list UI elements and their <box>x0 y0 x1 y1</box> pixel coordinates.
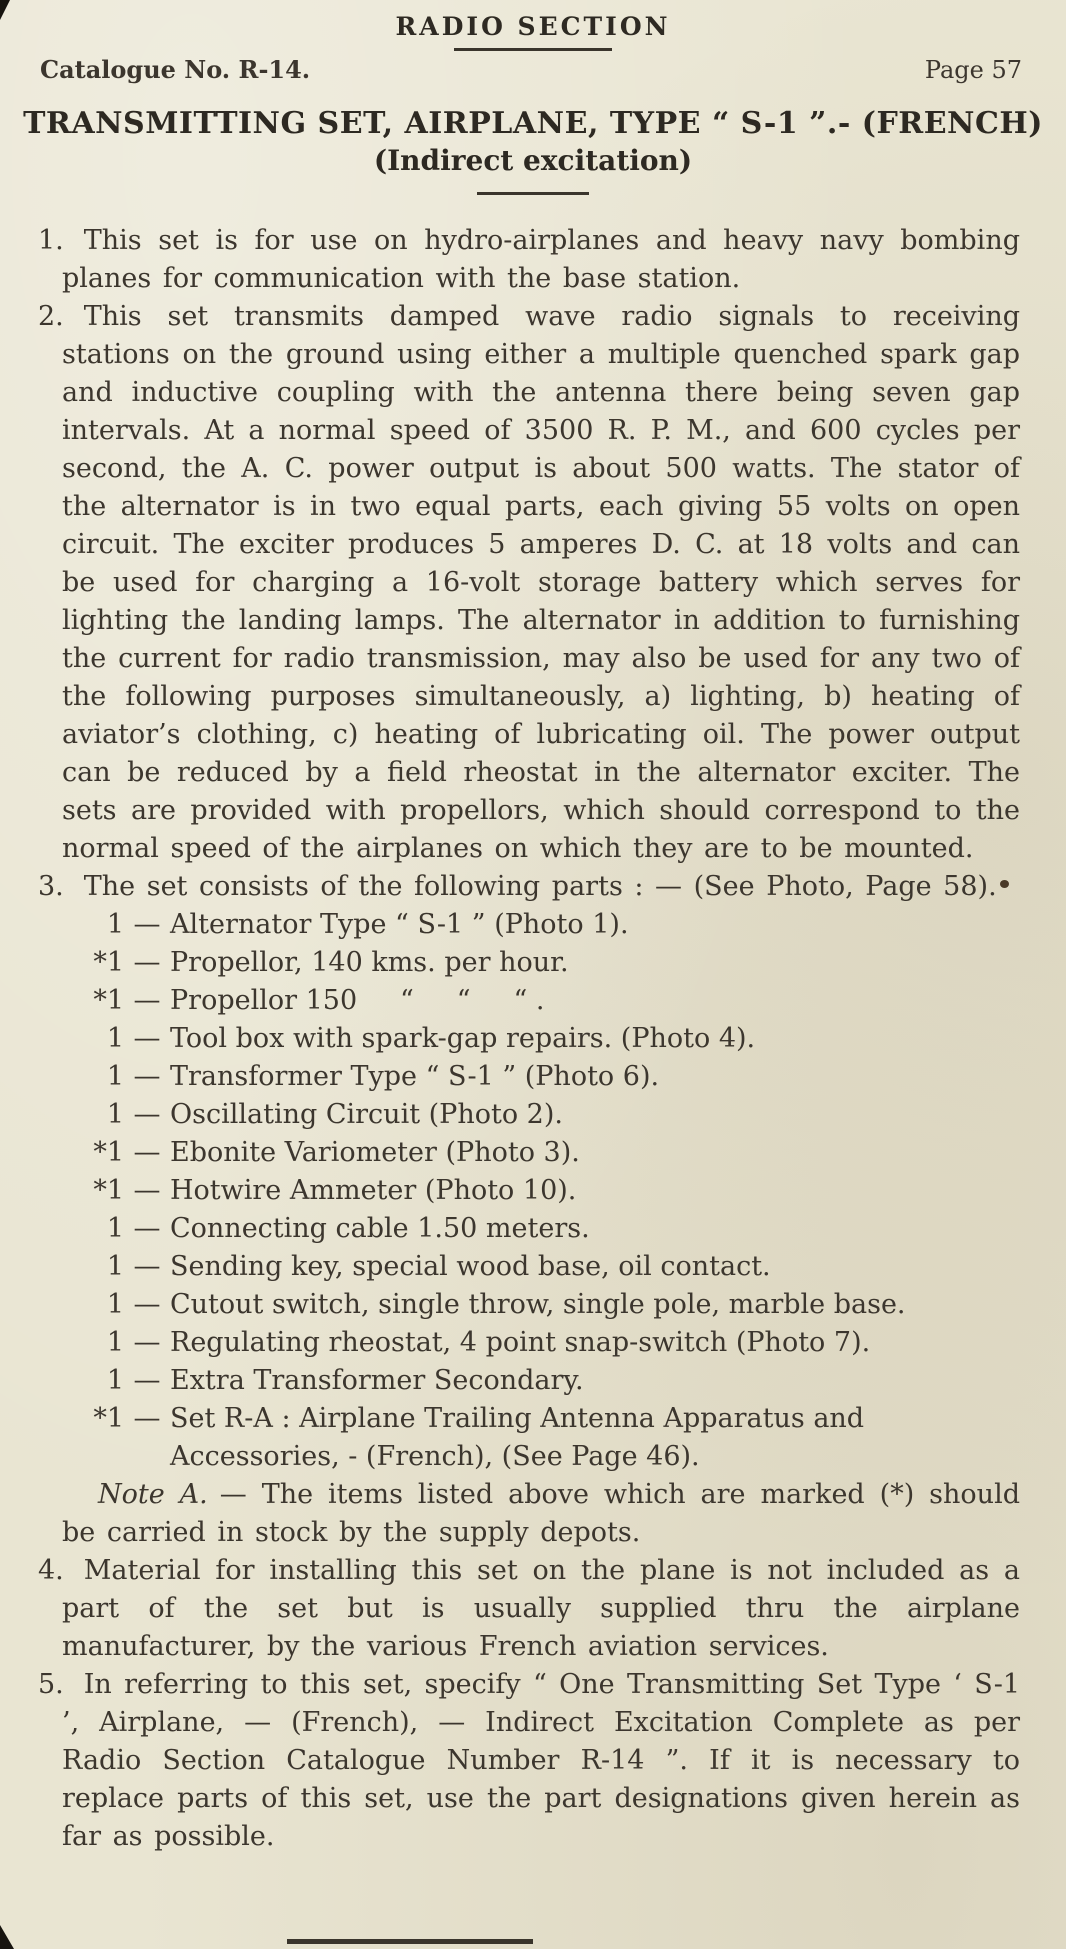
page-header <box>0 0 1066 84</box>
dash-separator: — <box>133 985 161 1016</box>
part-quantity: *1 <box>93 1137 124 1168</box>
dash-separator: — <box>133 1251 161 1282</box>
dash-separator: — <box>133 1289 161 1320</box>
part-description: Tool box with spark-gap repairs. (Photo 4). <box>170 1023 756 1054</box>
paragraph-text: This set is for use on hydro-airplanes and heavy navy bombing planes for communication with the base station. <box>62 225 1020 294</box>
part-quantity: *1 <box>93 947 124 978</box>
part-quantity: 1 <box>106 1327 124 1358</box>
dash-separator: — <box>133 1327 161 1358</box>
part-description: Transformer Type “ S-1 ” (Photo 6). <box>170 1061 660 1092</box>
parts-list-item <box>72 982 1020 1020</box>
part-quantity: 1 <box>106 909 124 940</box>
ink-speck <box>1000 880 1009 888</box>
part-description: Ebonite Variometer (Photo 3). <box>170 1137 580 1168</box>
paragraph-number: 1. <box>38 225 64 256</box>
catalogue-number: Catalogue No. R-14. <box>40 55 311 84</box>
parts-list-item <box>72 1134 1020 1172</box>
parts-list-item <box>72 1362 1020 1400</box>
parts-list-item <box>72 944 1020 982</box>
parts-list-item <box>72 1210 1020 1248</box>
parts-list-item <box>72 1400 1020 1476</box>
document-title-block <box>0 106 1066 195</box>
paragraph-text: In referring to this set, specify “ One Transmitting Set Type ‘ S-1 ’, Airplane, — (French), — Indirect Excitation Complete as per Radio Section Catalogue Number R-14 ”. If it is necessary to replace parts of this set, use the part designations given herein as far as possible. <box>62 1669 1020 1852</box>
part-quantity: 1 <box>106 1365 124 1396</box>
document-title: TRANSMITTING SET, AIRPLANE, TYPE “ S-1 ”.- (FRENCH) <box>23 106 1043 141</box>
parts-list <box>72 906 1020 1476</box>
paragraph-4 <box>38 1552 1020 1666</box>
part-description: Propellor 150 “ “ “ . <box>170 985 545 1016</box>
part-quantity: *1 <box>93 985 124 1016</box>
dash-separator: — <box>133 1137 161 1168</box>
part-description: Propellor, 140 kms. per hour. <box>170 947 569 978</box>
dash-separator: — <box>133 909 161 940</box>
dash-separator: — <box>133 1365 161 1396</box>
paragraph-text: Material for installing this set on the plane is not included as a part of the set but is usually supplied thru the airplane manufacturer, by the various French aviation services. <box>62 1555 1020 1662</box>
paragraph-5 <box>38 1666 1020 1856</box>
dash-separator: — <box>133 1175 161 1206</box>
part-quantity: 1 <box>106 1251 124 1282</box>
paragraph-1 <box>38 222 1020 298</box>
parts-list-item <box>72 1096 1020 1134</box>
parts-list-item <box>72 1286 1020 1324</box>
parts-list-item <box>72 1248 1020 1286</box>
part-quantity: 1 <box>106 1213 124 1244</box>
paragraph-text: The set consists of the following parts : — (See Photo, Page 58). <box>83 871 997 902</box>
title-rule <box>477 192 589 195</box>
part-description: Hotwire Ammeter (Photo 10). <box>170 1175 577 1206</box>
paragraph-number: 3. <box>38 871 64 902</box>
section-title: RADIO SECTION <box>395 12 671 41</box>
part-description: Alternator Type “ S-1 ” (Photo 1). <box>170 909 629 940</box>
page-number: Page 57 <box>924 56 1022 84</box>
paragraph-text: This set transmits damped wave radio signals to receiving stations on the ground using either a multiple quenched spark gap and inductive coupling with the antenna there being seven gap intervals. At a normal speed of 3500 R. P. M., and 600 cycles per second, the A. C. power output is about 500 watts. The stator of the alternator is in two equal parts, each giving 55 volts on open circuit. The exciter produces 5 amperes D. C. at 18 volts and can be used for charging a 16-volt storage battery which serves for lighting the landing lamps. The alternator in addition to furnishing the current for radio transmission, may also be used for any two of the following purposes simultaneously, a) lighting, b) heating of aviator’s clothing, c) heating of lubricating oil. The power output can be reduced by a field rheostat in the alternator exciter. The sets are provided with propellors, which should correspond to the normal speed of the airplanes on which they are to be mounted. <box>62 301 1020 864</box>
part-description: Regulating rheostat, 4 point snap-switch (Photo 7). <box>170 1327 871 1358</box>
paragraph-3 <box>38 868 1020 906</box>
part-quantity: 1 <box>106 1023 124 1054</box>
part-description: Oscillating Circuit (Photo 2). <box>170 1099 563 1130</box>
part-description: Extra Transformer Secondary. <box>170 1365 584 1396</box>
note-label: Note A. <box>98 1479 208 1510</box>
part-quantity: *1 <box>93 1175 124 1206</box>
note-text: — The items listed above which are marked (*) should be carried in stock by the supply depots. <box>62 1479 1020 1548</box>
part-quantity: 1 <box>106 1061 124 1092</box>
paragraph-number: 5. <box>38 1669 64 1700</box>
paragraph-2 <box>38 298 1020 868</box>
header-meta-row <box>0 51 1066 84</box>
part-quantity: 1 <box>106 1289 124 1320</box>
paragraph-number: 2. <box>38 301 64 332</box>
parts-list-item <box>72 1020 1020 1058</box>
paragraph-number: 4. <box>38 1555 64 1586</box>
part-quantity: *1 <box>93 1403 124 1434</box>
part-description: Connecting cable 1.50 meters. <box>170 1213 590 1244</box>
dash-separator: — <box>133 1403 161 1434</box>
dash-separator: — <box>133 1213 161 1244</box>
parts-list-item <box>72 1172 1020 1210</box>
part-quantity: 1 <box>106 1099 124 1130</box>
dash-separator: — <box>133 947 161 978</box>
parts-list-item <box>72 906 1020 944</box>
parts-list-item <box>72 1324 1020 1362</box>
next-section-rule <box>287 1939 533 1944</box>
body-text <box>0 222 1066 1856</box>
scan-artifact-bottom-left <box>0 1925 14 1949</box>
dash-separator: — <box>133 1061 161 1092</box>
document-subtitle: (Indirect excitation) <box>373 144 693 177</box>
dash-separator: — <box>133 1023 161 1054</box>
dash-separator: — <box>133 1099 161 1130</box>
part-description: Cutout switch, single throw, single pole, marble base. <box>170 1289 906 1320</box>
part-description: Sending key, special wood base, oil contact. <box>170 1251 771 1282</box>
part-description: Set R-A : Airplane Trailing Antenna Apparatus and Accessories, - (French), (See Page 46). <box>170 1403 865 1472</box>
parts-list-item <box>72 1058 1020 1096</box>
note-a <box>38 1476 1020 1552</box>
